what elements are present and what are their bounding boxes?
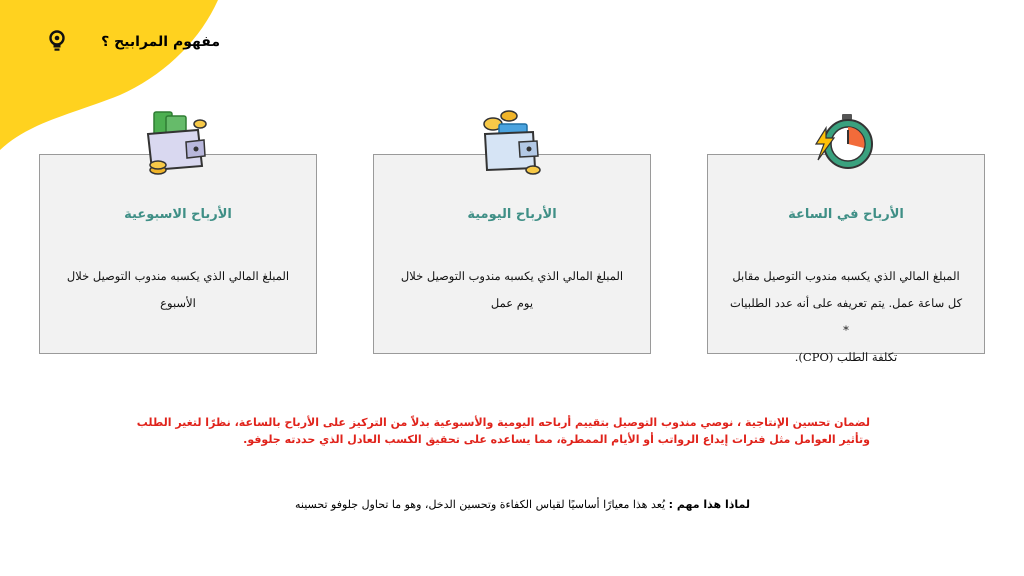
daily-earnings-card [373, 154, 651, 354]
notice-line: لضمان تحسين الإنتاجية ، نوصي مندوب التوصيل بتقييم أرباحه اليومية والأسبوعية بدلاً من التركيز على الأرباح بالساعة، نظرًا لتغير الطلب [136, 416, 870, 429]
lightbulb-icon [48, 30, 66, 52]
wallet-cash-icon [140, 108, 216, 176]
card-description-line: المبلغ المالي الذي يكسبه مندوب التوصيل مقابل [732, 269, 960, 283]
page-title: مفهوم المرابيح ؟ [101, 34, 220, 50]
card-title: الأرباح اليومية [467, 207, 557, 222]
card-title: الأرباح الاسبوعية [124, 207, 232, 222]
why-important-note [220, 498, 750, 511]
why-text: يُعد هذا معيارًا أساسيًا لقياس الكفاءة وتحسين الدخل، وهو ما تحاول جلوفو تحسينه [295, 498, 669, 511]
wallet-coins-icon [475, 106, 551, 176]
card-description-line: المبلغ المالي الذي يكسبه مندوب التوصيل خلال [400, 269, 624, 283]
why-label: لماذا هذا مهم : [668, 498, 750, 511]
notice-line: وتأثير العوامل مثل فترات إيداع الرواتب أو الأيام الممطرة، مما يساعده على تحقيق الكسب العادل الذي حددته جلوفو. [243, 433, 870, 446]
card-description [58, 263, 298, 317]
card-description-line: الأسبوع [160, 296, 196, 310]
productivity-recommendation [110, 414, 870, 448]
header [40, 28, 220, 58]
card-description [726, 263, 966, 371]
card-title: الأرباح في الساعة [788, 207, 904, 222]
stopwatch-icon [812, 112, 884, 172]
card-description-line: كل ساعة عمل. يتم تعريفه على أنه عدد الطلبيات * [729, 296, 963, 337]
card-description [392, 263, 632, 317]
card-description-line: المبلغ المالي الذي يكسبه مندوب التوصيل خلال [66, 269, 290, 283]
hourly-earnings-card [707, 154, 985, 364]
weekly-earnings-card [39, 154, 317, 354]
card-description-line: تكلفة الطلب (CPO). [794, 350, 898, 364]
card-description-line: يوم عمل [490, 296, 534, 310]
